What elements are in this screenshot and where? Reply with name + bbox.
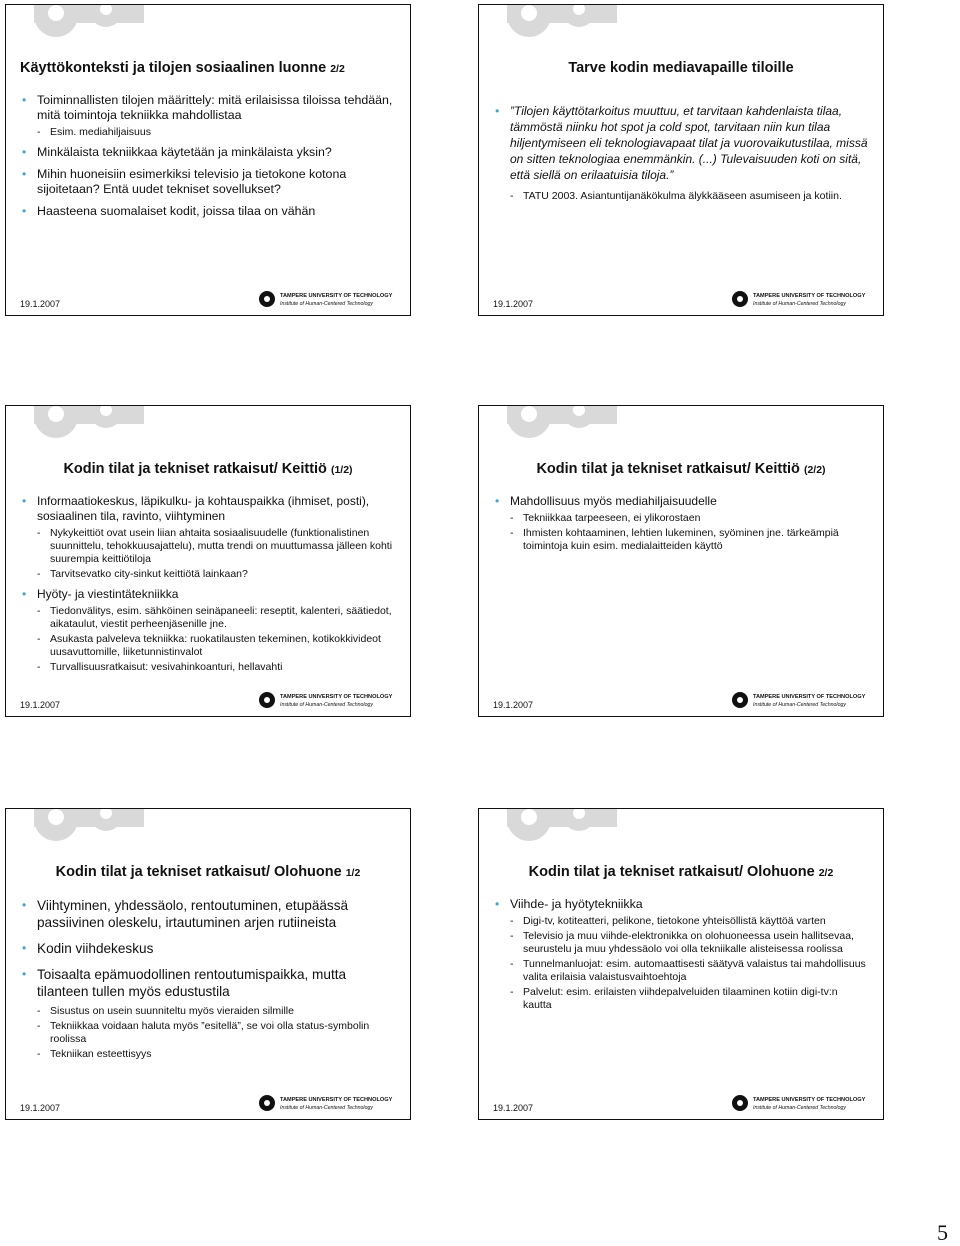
sub-item: - Ihmisten kohtaaminen, lehtien lukeminen, syöminen jne. tärkeämpiä toimintoja kuin esim. medialaitteiden käyttö <box>493 527 869 553</box>
slide-body <box>20 494 396 680</box>
bullet-item: • Toisaalta epämuodollinen rentoutumispaikka, mutta tilanteen tullen myös edustustila <box>20 966 396 1000</box>
slide-1 <box>5 4 411 316</box>
svg-text:TAMPERE UNIVERSITY OF TECHNOLO: TAMPERE UNIVERSITY OF TECHNOLOGY <box>280 694 393 700</box>
slide-title: Kodin tilat ja tekniset ratkaisut/ Keittiö (1/2) <box>63 461 353 477</box>
svg-text:Institute of Human-Centered Te: Institute of Human-Centered Technology <box>753 301 846 307</box>
slide-date: 19.1.2007 <box>493 299 534 309</box>
sub-item: - Esim. mediahiljaisuus <box>20 126 396 139</box>
bullet-item: • Hyöty- ja viestintätekniikka <box>20 587 396 602</box>
svg-text:TAMPERE UNIVERSITY OF TECHNOLO: TAMPERE UNIVERSITY OF TECHNOLOGY <box>753 694 866 700</box>
svg-text:Institute of Human-Centered Te: Institute of Human-Centered Technology <box>280 1105 373 1111</box>
slide-body <box>493 494 869 559</box>
sub-item: - Nykykeittiöt ovat usein liian ahtaita sosiaalisuudelle (funktionalistinen suunnittelu, tehokkuusajattelu), mutta trendi on muuttumassa jälleen kohti suurempia keittiötiloja <box>20 527 396 566</box>
slide-6 <box>478 808 884 1120</box>
slide-title: Tarve kodin mediavapaille tiloille <box>568 60 794 76</box>
svg-text:Institute of Human-Centered Te: Institute of Human-Centered Technology <box>753 702 846 708</box>
slide-body <box>493 897 869 1018</box>
slide-body <box>20 93 396 226</box>
slide-2 <box>478 4 884 316</box>
bullet-item: • Minkälaista tekniikkaa käytetään ja minkälaista yksin? <box>20 145 396 160</box>
sub-item: - Sisustus on usein suunniteltu myös vieraiden silmille <box>20 1005 396 1018</box>
sub-item: - Tarvitsevatko city-sinkut keittiötä lainkaan? <box>20 568 396 581</box>
slide-body <box>493 103 869 209</box>
svg-text:Institute of Human-Centered Te: Institute of Human-Centered Technology <box>280 301 373 307</box>
slide-date: 19.1.2007 <box>493 700 534 710</box>
tut-logo-icon <box>258 289 404 309</box>
svg-text:Institute of Human-Centered Te: Institute of Human-Centered Technology <box>753 1105 846 1111</box>
slide-date: 19.1.2007 <box>493 1103 534 1113</box>
sub-item: - TATU 2003. Asiantuntijanäkökulma älykkääseen asumiseen ja kotiin. <box>493 190 869 203</box>
sub-item: - Tekniikan esteettisyys <box>20 1048 396 1061</box>
sub-item: - Asukasta palveleva tekniikka: ruokatilausten tekeminen, kotikokkivideot uusavuttomille, liiketunnistinvalot <box>20 633 396 659</box>
bullet-item: • Haasteena suomalaiset kodit, joissa tilaa on vähän <box>20 204 396 219</box>
slide-date: 19.1.2007 <box>20 299 61 309</box>
sub-item: - Tekniikkaa voidaan haluta myös ”esitellä”, se voi olla status-symbolin roolissa <box>20 1020 396 1046</box>
gear-decoration-icon <box>6 5 411 53</box>
gear-decoration-icon <box>6 809 411 857</box>
bullet-item: • Toiminnallisten tilojen määrittely: mitä erilaisissa tiloissa tehdään, mitä toimintoja tekniikka mahdollistaa <box>20 93 396 123</box>
sub-item: - Televisio ja muu viihde-elektronikka on olohuoneessa usein hallitsevaa, seurustelu ja muu yhdessäolo voi olla tekniikalle alisteisessa roolissa <box>493 930 869 956</box>
sub-item: - Turvallisuusratkaisut: vesivahinkoanturi, hellavahti <box>20 661 396 674</box>
sub-item: - Palvelut: esim. erilaisten viihdepalveluiden tilaaminen kotiin digi-tv:n kautta <box>493 986 869 1012</box>
tut-logo-icon <box>731 1093 877 1113</box>
bullet-item: • Mahdollisuus myös mediahiljaisuudelle <box>493 494 869 509</box>
slide-title: Kodin tilat ja tekniset ratkaisut/ Keittiö (2/2) <box>536 461 826 477</box>
sub-item: - Tekniikkaa tarpeeseen, ei ylikorostaen <box>493 512 869 525</box>
gear-decoration-icon <box>479 5 884 53</box>
slide-title: Kodin tilat ja tekniset ratkaisut/ Olohuone 1/2 <box>55 864 361 880</box>
bullet-item: • Kodin viihdekeskus <box>20 940 396 957</box>
gear-decoration-icon <box>6 406 411 454</box>
bullet-item: • Informaatiokeskus, läpikulku- ja kohtauspaikka (ihmiset, posti), sosiaalinen tila, ravinto, viihtyminen <box>20 494 396 524</box>
tut-logo-icon <box>731 289 877 309</box>
svg-text:TAMPERE UNIVERSITY OF TECHNOLO: TAMPERE UNIVERSITY OF TECHNOLOGY <box>280 1097 393 1103</box>
sub-item: - Tunnelmanluojat: esim. automaattisesti säätyvä valaistus tai mahdollisuus valita erilaisia valaistusvaihtoehtoja <box>493 958 869 984</box>
slide-5 <box>5 808 411 1120</box>
slide-4 <box>478 405 884 717</box>
svg-text:Institute of Human-Centered Te: Institute of Human-Centered Technology <box>280 702 373 708</box>
svg-text:TAMPERE UNIVERSITY OF TECHNOLO: TAMPERE UNIVERSITY OF TECHNOLOGY <box>280 293 393 299</box>
slide-body <box>20 897 396 1067</box>
quote-item: • ”Tilojen käyttötarkoitus muuttuu, et tarvitaan kahdenlaista tilaa, tämmöstä niinku hot spot ja cold spot, tarvitaan niin kun tilaa hiljentymiseen eli teknologiavapaat tilat ja vuorovaikutustilaa, missä on sitten teknologiaa enemmänkin. (...) Tulevaisuuden koti on sitä, että siellä on erilaatuisia tiloja.” <box>493 103 869 183</box>
bullet-item: • Mihin huoneisiin esimerkiksi televisio ja tietokone kotona sijoitetaan? Entä uudet tekniset sovellukset? <box>20 167 396 197</box>
tut-logo-icon <box>258 1093 404 1113</box>
bullet-item: • Viihde- ja hyötytekniikka <box>493 897 869 912</box>
slide-date: 19.1.2007 <box>20 700 61 710</box>
sub-item: - Digi-tv, kotiteatteri, pelikone, tietokone yhteisöllistä käyttöä varten <box>493 915 869 928</box>
tut-logo-icon <box>731 690 877 710</box>
slide-3 <box>5 405 411 717</box>
gear-decoration-icon <box>479 809 884 857</box>
page-number: 5 <box>937 1220 948 1245</box>
sub-item: - Tiedonvälitys, esim. sähköinen seinäpaneeli: reseptit, kalenteri, säätiedot, aikataulut, viestit perheenjäsenille jne. <box>20 605 396 631</box>
slide-title: Kodin tilat ja tekniset ratkaisut/ Olohuone 2/2 <box>528 864 834 880</box>
gear-decoration-icon <box>479 406 884 454</box>
tut-logo-icon <box>258 690 404 710</box>
slide-date: 19.1.2007 <box>20 1103 61 1113</box>
slide-title: Käyttökonteksti ja tilojen sosiaalinen luonne 2/2 <box>20 60 345 76</box>
svg-text:TAMPERE UNIVERSITY OF TECHNOLO: TAMPERE UNIVERSITY OF TECHNOLOGY <box>753 293 866 299</box>
svg-text:TAMPERE UNIVERSITY OF TECHNOLO: TAMPERE UNIVERSITY OF TECHNOLOGY <box>753 1097 866 1103</box>
bullet-item: • Viihtyminen, yhdessäolo, rentoutuminen, etupäässä passiivinen oleskelu, irtautuminen arjen rutiineista <box>20 897 396 931</box>
